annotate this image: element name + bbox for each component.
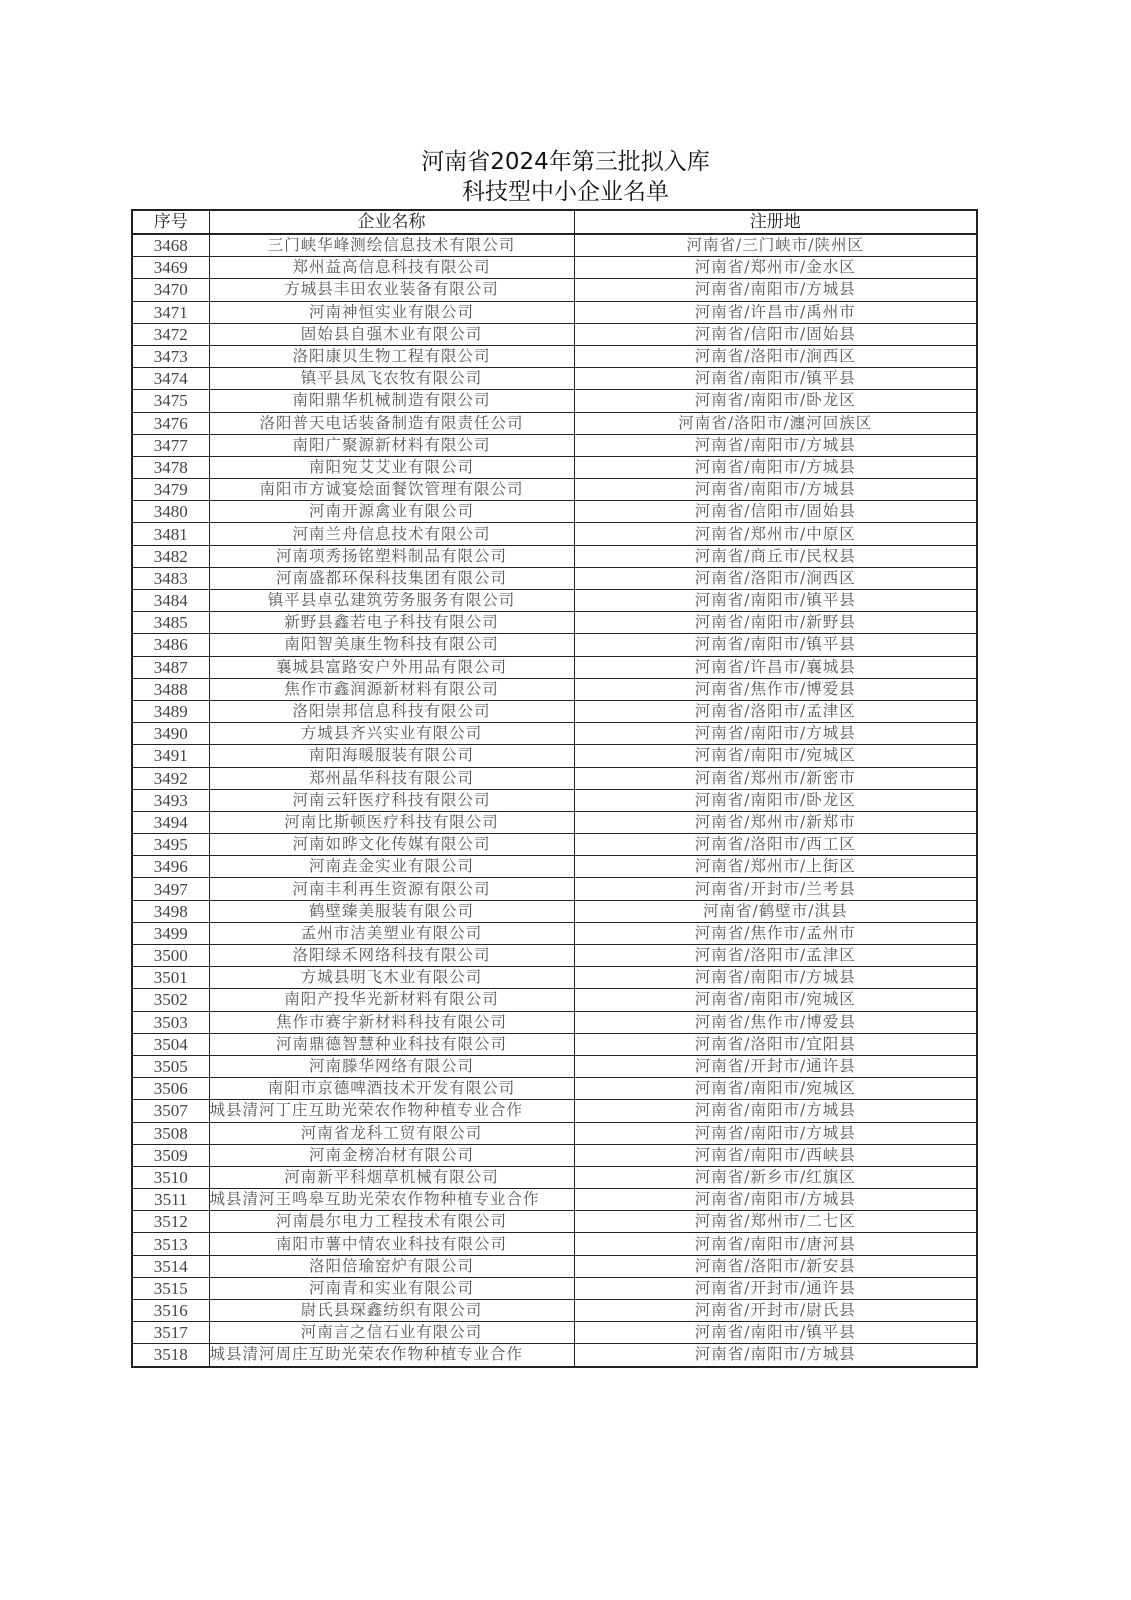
row-registered-location: 河南省/开封市/通许县 [574,1055,977,1077]
row-seq: 3473 [132,345,209,367]
row-registered-location: 河南省/南阳市/卧龙区 [574,390,977,412]
row-registered-location: 河南省/南阳市/新野县 [574,612,977,634]
row-enterprise-name: 洛阳绿禾网络科技有限公司 [209,945,574,967]
row-enterprise-name: 河南垚金实业有限公司 [209,856,574,878]
row-registered-location: 河南省/郑州市/新郑市 [574,811,977,833]
row-seq: 3484 [132,590,209,612]
enterprise-list-table [131,209,978,1368]
row-seq: 3481 [132,523,209,545]
table-row [132,257,977,279]
table-row [132,545,977,567]
row-seq: 3477 [132,434,209,456]
row-registered-location: 河南省/南阳市/方城县 [574,1344,977,1367]
row-registered-location: 河南省/信阳市/固始县 [574,323,977,345]
row-seq: 3480 [132,501,209,523]
table-row [132,1344,977,1367]
row-seq: 3511 [132,1189,209,1211]
row-enterprise-name: 洛阳康贝生物工程有限公司 [209,345,574,367]
row-registered-location: 河南省/洛阳市/涧西区 [574,345,977,367]
row-seq: 3492 [132,767,209,789]
row-registered-location: 河南省/新乡市/红旗区 [574,1166,977,1188]
row-registered-location: 河南省/南阳市/镇平县 [574,590,977,612]
table-row [132,700,977,722]
row-enterprise-name: 新野县鑫若电子科技有限公司 [209,612,574,634]
table-row [132,945,977,967]
row-seq: 3487 [132,656,209,678]
row-enterprise-name: 河南金榜冶材有限公司 [209,1144,574,1166]
row-enterprise-name [209,1189,574,1211]
row-registered-location: 河南省/洛阳市/宜阳县 [574,1033,977,1055]
row-enterprise-name: 方城县齐兴实业有限公司 [209,723,574,745]
row-registered-location: 河南省/南阳市/方城县 [574,279,977,301]
row-enterprise-name: 河南项秀扬铭塑料制品有限公司 [209,545,574,567]
row-enterprise-name: 河南晨尔电力工程技术有限公司 [209,1211,574,1233]
row-seq: 3495 [132,834,209,856]
row-seq: 3515 [132,1277,209,1299]
table-row [132,523,977,545]
row-seq: 3510 [132,1166,209,1188]
row-registered-location: 河南省/南阳市/唐河县 [574,1233,977,1255]
row-registered-location: 河南省/郑州市/中原区 [574,523,977,545]
row-seq: 3498 [132,900,209,922]
header-seq: 序号 [132,210,209,234]
table-row [132,1300,977,1322]
row-enterprise-name: 河南滕华网络有限公司 [209,1055,574,1077]
row-seq: 3496 [132,856,209,878]
row-enterprise-name: 河南云轩医疗科技有限公司 [209,789,574,811]
row-enterprise-name: 南阳智美康生物科技有限公司 [209,634,574,656]
row-enterprise-name: 河南省龙科工贸有限公司 [209,1122,574,1144]
row-enterprise-name: 南阳鼎华机械制造有限公司 [209,390,574,412]
table-row [132,279,977,301]
row-registered-location: 河南省/许昌市/禹州市 [574,301,977,323]
row-registered-location: 河南省/南阳市/方城县 [574,723,977,745]
table-row [132,345,977,367]
row-seq: 3474 [132,368,209,390]
table-row [132,368,977,390]
row-registered-location: 河南省/南阳市/宛城区 [574,1078,977,1100]
table-row [132,1166,977,1188]
row-seq: 3471 [132,301,209,323]
row-seq: 3500 [132,945,209,967]
row-enterprise-name: 南阳产投华光新材料有限公司 [209,989,574,1011]
row-enterprise-name: 三门峡华峰测绘信息技术有限公司 [209,234,574,257]
row-seq: 3501 [132,967,209,989]
row-registered-location: 河南省/信阳市/固始县 [574,501,977,523]
table-row [132,1211,977,1233]
row-enterprise-name: 方城县明飞木业有限公司 [209,967,574,989]
row-registered-location: 河南省/洛阳市/孟津区 [574,945,977,967]
row-enterprise-name: 河南鼎德智慧种业科技有限公司 [209,1033,574,1055]
row-seq: 3478 [132,456,209,478]
row-seq: 3494 [132,811,209,833]
row-registered-location: 河南省/南阳市/卧龙区 [574,789,977,811]
table-row [132,1255,977,1277]
row-registered-location: 河南省/南阳市/方城县 [574,434,977,456]
row-seq: 3490 [132,723,209,745]
row-registered-location: 河南省/郑州市/上街区 [574,856,977,878]
row-enterprise-name: 南阳广聚源新材料有限公司 [209,434,574,456]
row-seq: 3517 [132,1322,209,1344]
table-row [132,390,977,412]
row-seq: 3488 [132,678,209,700]
row-registered-location: 河南省/洛阳市/涧西区 [574,567,977,589]
row-enterprise-name: 河南比斯顿医疗科技有限公司 [209,811,574,833]
table-row [132,656,977,678]
row-enterprise-name: 河南神恒实业有限公司 [209,301,574,323]
table-row [132,967,977,989]
header-registered-location: 注册地 [574,210,977,234]
row-enterprise-name: 镇平县卓弘建筑劳务服务有限公司 [209,590,574,612]
row-registered-location: 河南省/许昌市/襄城县 [574,656,977,678]
table-row [132,1189,977,1211]
row-registered-location: 河南省/开封市/尉氏县 [574,1300,977,1322]
row-registered-location: 河南省/洛阳市/新安县 [574,1255,977,1277]
row-seq: 3518 [132,1344,209,1367]
row-enterprise-name: 河南兰舟信息技术有限公司 [209,523,574,545]
table-row [132,922,977,944]
row-enterprise-name: 河南开源禽业有限公司 [209,501,574,523]
table-row [132,590,977,612]
row-enterprise-name: 洛阳崇邦信息科技有限公司 [209,700,574,722]
row-registered-location: 河南省/开封市/兰考县 [574,878,977,900]
row-enterprise-name: 镇平县凤飞农牧有限公司 [209,368,574,390]
table-row [132,1277,977,1299]
document-title-line2: 科技型中小企业名单 [462,179,669,205]
table-header-row [132,210,977,234]
row-registered-location: 河南省/南阳市/方城县 [574,1122,977,1144]
table-row [132,1078,977,1100]
row-enterprise-name: 南阳海暖服装有限公司 [209,745,574,767]
row-seq: 3504 [132,1033,209,1055]
table-row [132,434,977,456]
row-registered-location: 河南省/南阳市/宛城区 [574,989,977,1011]
row-registered-location: 河南省/商丘市/民权县 [574,545,977,567]
row-registered-location: 河南省/郑州市/金水区 [574,257,977,279]
row-registered-location: 河南省/洛阳市/瀍河回族区 [574,412,977,434]
row-seq: 3497 [132,878,209,900]
table-row [132,501,977,523]
document-title-line1: 河南省2024年第三批拟入库 [421,149,710,175]
row-enterprise-name: 河南如晔文化传媒有限公司 [209,834,574,856]
row-registered-location: 河南省/南阳市/镇平县 [574,1322,977,1344]
row-registered-location: 河南省/南阳市/方城县 [574,456,977,478]
row-seq: 3489 [132,700,209,722]
table-row [132,567,977,589]
row-seq: 3509 [132,1144,209,1166]
row-enterprise-name: 焦作市鑫润源新材料有限公司 [209,678,574,700]
row-seq: 3513 [132,1233,209,1255]
row-enterprise-name: 河南言之信石业有限公司 [209,1322,574,1344]
row-seq: 3505 [132,1055,209,1077]
row-seq: 3476 [132,412,209,434]
row-registered-location: 河南省/南阳市/方城县 [574,967,977,989]
table-row [132,811,977,833]
table-row [132,856,977,878]
row-registered-location: 河南省/郑州市/二七区 [574,1211,977,1233]
row-registered-location: 河南省/焦作市/博爱县 [574,1011,977,1033]
table-row [132,678,977,700]
row-enterprise-name [209,1100,574,1122]
table-row [132,479,977,501]
row-seq: 3475 [132,390,209,412]
table-row [132,1322,977,1344]
row-enterprise-name: 南阳市薯中情农业科技有限公司 [209,1233,574,1255]
table-row [132,1144,977,1166]
row-enterprise-name: 南阳市方诚宴烩面餐饮管理有限公司 [209,479,574,501]
table-row [132,834,977,856]
row-registered-location: 河南省/南阳市/方城县 [574,1189,977,1211]
row-enterprise-name-text: 城县清河丁庄互助光荣农作物种植专业合作 [209,1101,524,1120]
row-seq: 3512 [132,1211,209,1233]
table-row [132,1033,977,1055]
header-enterprise-name: 企业名称 [209,210,574,234]
row-seq: 3502 [132,989,209,1011]
row-registered-location: 河南省/南阳市/西峡县 [574,1144,977,1166]
row-registered-location: 河南省/洛阳市/孟津区 [574,700,977,722]
row-seq: 3516 [132,1300,209,1322]
row-enterprise-name [209,1344,574,1367]
row-registered-location: 河南省/开封市/通许县 [574,1277,977,1299]
row-enterprise-name: 方城县丰田农业装备有限公司 [209,279,574,301]
row-seq: 3469 [132,257,209,279]
table-row [132,323,977,345]
table-row [132,1122,977,1144]
row-registered-location: 河南省/洛阳市/西工区 [574,834,977,856]
table-row [132,234,977,257]
row-registered-location: 河南省/三门峡市/陕州区 [574,234,977,257]
row-seq: 3499 [132,922,209,944]
row-registered-location: 河南省/鹤壁市/淇县 [574,900,977,922]
table-row [132,767,977,789]
row-enterprise-name: 尉氏县琛鑫纺织有限公司 [209,1300,574,1322]
row-seq: 3507 [132,1100,209,1122]
table-row [132,1233,977,1255]
row-enterprise-name: 郑州益高信息科技有限公司 [209,257,574,279]
row-enterprise-name: 襄城县富路安户外用品有限公司 [209,656,574,678]
row-seq: 3508 [132,1122,209,1144]
row-seq: 3479 [132,479,209,501]
row-enterprise-name: 鹤壁臻美服装有限公司 [209,900,574,922]
row-registered-location: 河南省/南阳市/方城县 [574,1100,977,1122]
row-enterprise-name: 洛阳倍瑜窑炉有限公司 [209,1255,574,1277]
row-enterprise-name: 河南青和实业有限公司 [209,1277,574,1299]
table-row [132,900,977,922]
table-row [132,989,977,1011]
row-enterprise-name: 洛阳普天电话装备制造有限责任公司 [209,412,574,434]
row-registered-location: 河南省/焦作市/孟州市 [574,922,977,944]
row-seq: 3514 [132,1255,209,1277]
row-enterprise-name: 孟州市洁美塑业有限公司 [209,922,574,944]
row-seq: 3506 [132,1078,209,1100]
table-row [132,1100,977,1122]
row-enterprise-name: 焦作市赛宇新材料科技有限公司 [209,1011,574,1033]
row-registered-location: 河南省/焦作市/博爱县 [574,678,977,700]
row-enterprise-name: 河南盛都环保科技集团有限公司 [209,567,574,589]
table-row [132,1055,977,1077]
table-row [132,723,977,745]
row-enterprise-name: 南阳宛艾艾业有限公司 [209,456,574,478]
table-row [132,301,977,323]
table-row [132,412,977,434]
table-row [132,1011,977,1033]
table-row [132,612,977,634]
table-row [132,789,977,811]
table-row [132,634,977,656]
row-seq: 3491 [132,745,209,767]
row-enterprise-name: 河南新平科烟草机械有限公司 [209,1166,574,1188]
row-enterprise-name: 固始县自强木业有限公司 [209,323,574,345]
row-seq: 3482 [132,545,209,567]
table-row [132,878,977,900]
row-enterprise-name-text: 城县清河王鸣皋互助光荣农作物种植专业合作 [209,1190,540,1209]
row-enterprise-name: 郑州晶华科技有限公司 [209,767,574,789]
table-row [132,456,977,478]
row-seq: 3493 [132,789,209,811]
row-registered-location: 河南省/南阳市/方城县 [574,479,977,501]
row-seq: 3470 [132,279,209,301]
row-seq: 3485 [132,612,209,634]
row-registered-location: 河南省/南阳市/镇平县 [574,368,977,390]
row-registered-location: 河南省/郑州市/新密市 [574,767,977,789]
row-registered-location: 河南省/南阳市/宛城区 [574,745,977,767]
row-registered-location: 河南省/南阳市/镇平县 [574,634,977,656]
row-enterprise-name: 南阳市京德啤酒技术开发有限公司 [209,1078,574,1100]
row-enterprise-name: 河南丰利再生资源有限公司 [209,878,574,900]
row-seq: 3483 [132,567,209,589]
row-seq: 3503 [132,1011,209,1033]
row-enterprise-name-text: 城县清河周庄互助光荣农作物种植专业合作 [209,1345,524,1364]
row-seq: 3486 [132,634,209,656]
table-row [132,745,977,767]
row-seq: 3472 [132,323,209,345]
row-seq: 3468 [132,234,209,257]
